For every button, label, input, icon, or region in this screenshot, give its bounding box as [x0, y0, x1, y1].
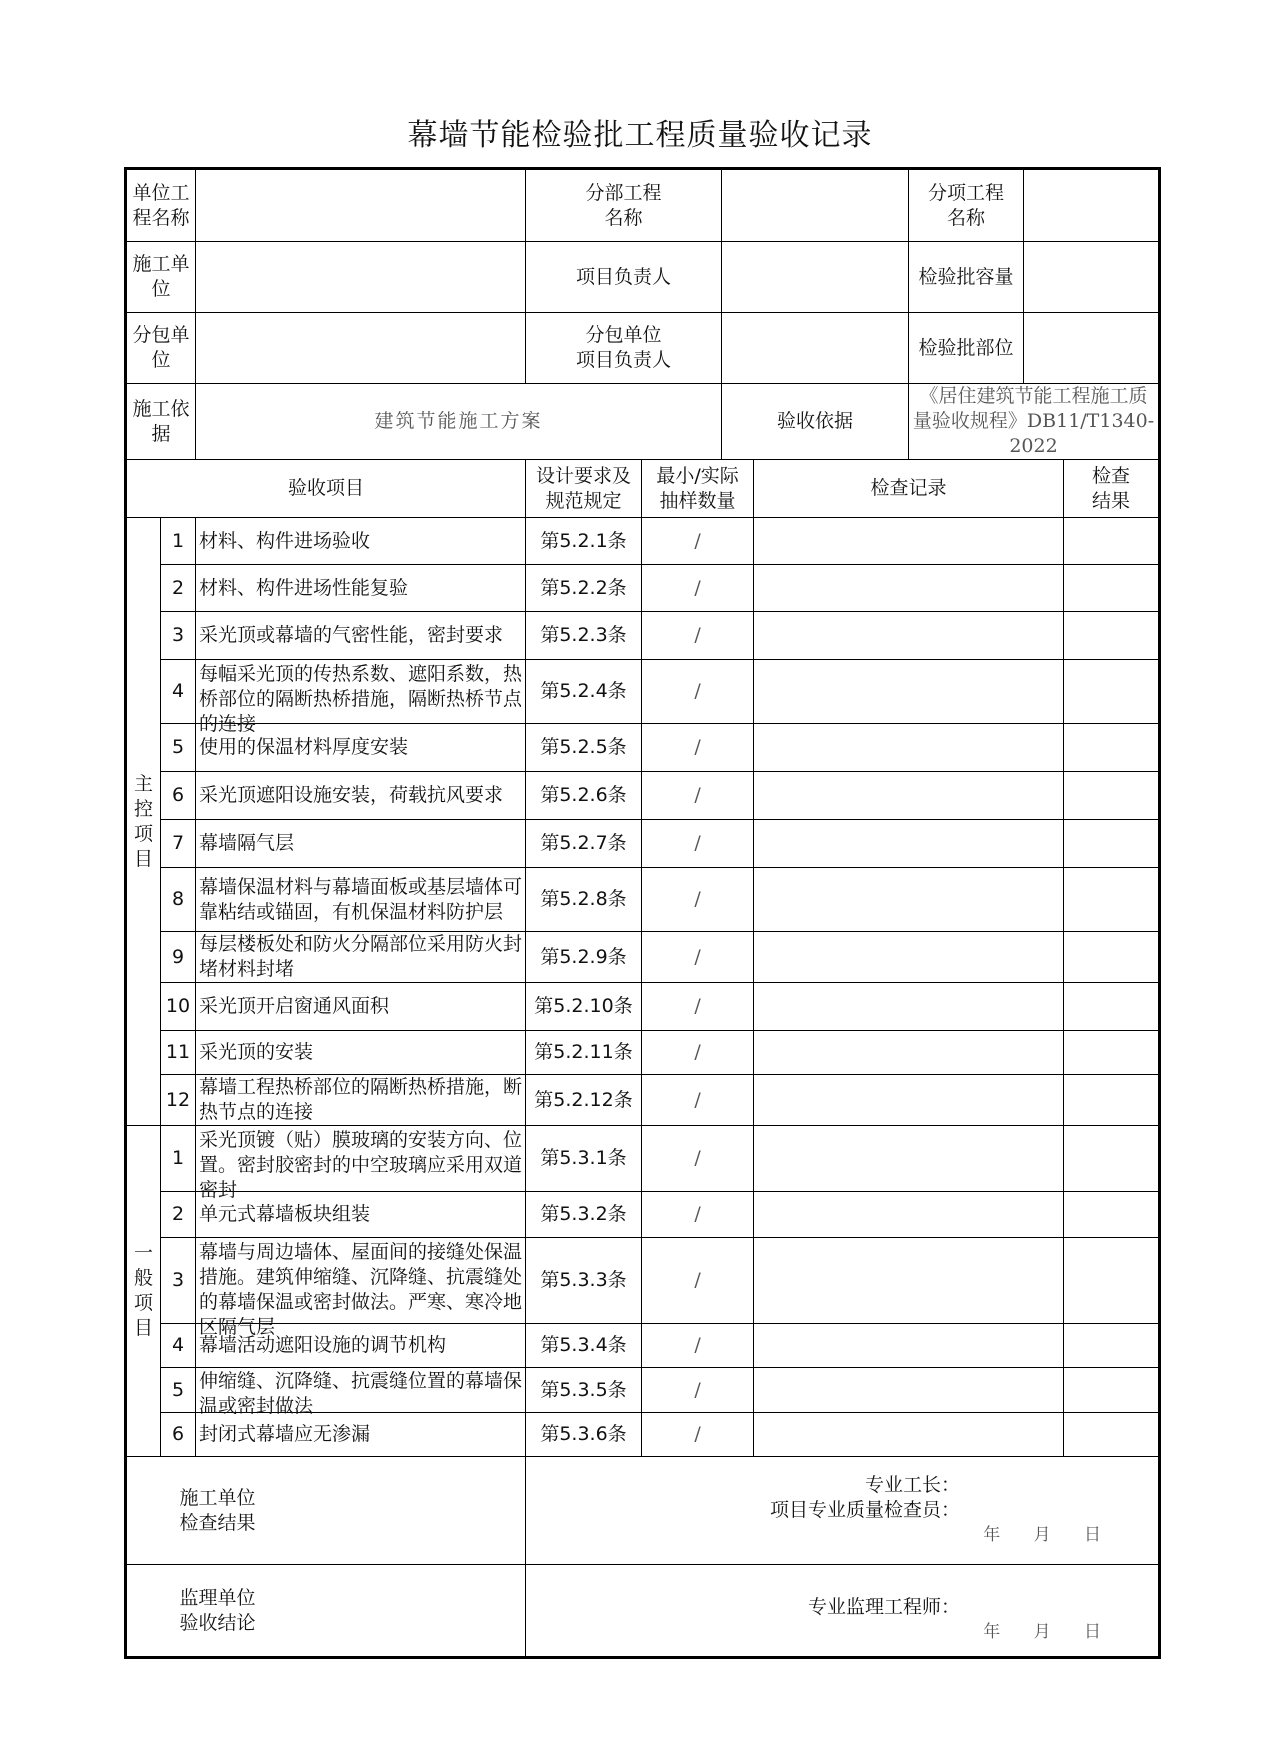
- row-clause: 第5.3.2条: [526, 1192, 642, 1238]
- row-number: 10: [161, 983, 196, 1031]
- row-number: 8: [161, 868, 196, 932]
- row-record-field[interactable]: [754, 1368, 1064, 1413]
- construction-check-field[interactable]: [526, 1457, 1160, 1565]
- row-number: 6: [161, 1413, 196, 1457]
- row-record-field[interactable]: [754, 1192, 1064, 1238]
- row-number: 12: [161, 1075, 196, 1126]
- subcontractor-field[interactable]: [196, 313, 526, 384]
- row-sampling: /: [642, 983, 754, 1031]
- table-row: [126, 983, 1160, 1031]
- col-header-requirement: 设计要求及 规范规定: [526, 460, 642, 518]
- row-sampling: /: [642, 518, 754, 565]
- row-record-field[interactable]: [754, 932, 1064, 983]
- row-number: 7: [161, 820, 196, 868]
- row-result-field[interactable]: [1064, 518, 1160, 565]
- date-2: 年 月 日: [983, 1621, 1116, 1642]
- supervision-engineer-label: 专业监理工程师：: [808, 1595, 961, 1618]
- row-clause: 第5.3.1条: [526, 1126, 642, 1192]
- row-number: 2: [161, 1192, 196, 1238]
- unit-project-name-field[interactable]: [196, 169, 526, 242]
- table-row: [126, 565, 1160, 612]
- row-item: 单元式幕墙板块组装: [196, 1192, 526, 1238]
- row-clause: 第5.2.4条: [526, 660, 642, 724]
- row-record-field[interactable]: [754, 1075, 1064, 1126]
- row-sampling: /: [642, 932, 754, 983]
- row-record-field[interactable]: [754, 820, 1064, 868]
- row-result-field[interactable]: [1064, 1126, 1160, 1192]
- construction-unit-label: 施工单位: [126, 242, 196, 313]
- row-result-field[interactable]: [1064, 1031, 1160, 1075]
- row-clause: 第5.2.3条: [526, 612, 642, 660]
- row-sampling: /: [642, 772, 754, 820]
- table-row: [126, 868, 1160, 932]
- row-item: 采光顶镀（贴）膜玻璃的安装方向、位置。密封胶密封的中空玻璃应采用双道密封: [199, 1128, 523, 1201]
- row-clause: 第5.2.6条: [526, 772, 642, 820]
- supervision-field[interactable]: [526, 1565, 1160, 1658]
- row-item: 使用的保温材料厚度安装: [196, 724, 526, 772]
- row-clause: 第5.3.6条: [526, 1413, 642, 1457]
- row-clause: 第5.2.1条: [526, 518, 642, 565]
- row-number: 5: [161, 1368, 196, 1413]
- table-row: [126, 612, 1160, 660]
- row-clause: 第5.2.11条: [526, 1031, 642, 1075]
- row-number: 9: [161, 932, 196, 983]
- row-item: 幕墙与周边墙体、屋面间的接缝处保温措施。建筑伸缩缝、沉降缝、抗震缝处的幕墙保温或密封做法。严寒、寒冷地区隔气层: [199, 1240, 523, 1338]
- row-sampling: /: [642, 1126, 754, 1192]
- row-clause: 第5.2.9条: [526, 932, 642, 983]
- row-clause: 第5.3.4条: [526, 1324, 642, 1368]
- row-number: 5: [161, 724, 196, 772]
- row-result-field[interactable]: [1064, 983, 1160, 1031]
- row-result-field[interactable]: [1064, 1238, 1160, 1324]
- row-result-field[interactable]: [1064, 1324, 1160, 1368]
- subcontractor-manager-label: 分包单位 项目负责人: [526, 313, 722, 384]
- row-sampling: /: [642, 565, 754, 612]
- construction-unit-field[interactable]: [196, 242, 526, 313]
- row-sampling: /: [642, 820, 754, 868]
- table-row: [126, 1324, 1160, 1368]
- row-result-field[interactable]: [1064, 612, 1160, 660]
- row-item: 采光顶或幕墙的气密性能，密封要求: [196, 612, 526, 660]
- foreman-label: 专业工长：: [865, 1474, 961, 1496]
- item-project-name-label: 分项工程 名称: [909, 169, 1024, 242]
- row-result-field[interactable]: [1064, 1192, 1160, 1238]
- row-record-field[interactable]: [754, 660, 1064, 724]
- row-record-field[interactable]: [754, 518, 1064, 565]
- row-result-field[interactable]: [1064, 932, 1160, 983]
- row-clause: 第5.2.2条: [526, 565, 642, 612]
- row-clause: 第5.2.5条: [526, 724, 642, 772]
- sub-project-name-field[interactable]: [722, 169, 909, 242]
- table-row: [126, 1238, 1160, 1324]
- row-sampling: /: [642, 1192, 754, 1238]
- row-result-field[interactable]: [1064, 724, 1160, 772]
- row-sampling: /: [642, 1238, 754, 1324]
- row-item: 每层楼板处和防火分隔部位采用防火封堵材料封堵: [196, 932, 526, 983]
- row-item: 幕墙保温材料与幕墙面板或基层墙体可靠粘结或锚固，有机保温材料防护层: [199, 875, 523, 923]
- project-manager-label: 项目负责人: [526, 242, 722, 313]
- row-result-field[interactable]: [1064, 1075, 1160, 1126]
- row-record-field[interactable]: [754, 1126, 1064, 1192]
- construction-basis-label: 施工依据: [126, 384, 196, 460]
- row-number: 6: [161, 772, 196, 820]
- row-clause: 第5.3.3条: [526, 1238, 642, 1324]
- construction-check-label: 施工单位 检查结果: [126, 1457, 526, 1565]
- table-row: [126, 724, 1160, 772]
- row-result-field[interactable]: [1064, 868, 1160, 932]
- table-row: [126, 820, 1160, 868]
- sub-project-name-label: 分部工程 名称: [526, 169, 722, 242]
- row-record-field[interactable]: [754, 612, 1064, 660]
- row-clause: 第5.2.12条: [526, 1075, 642, 1126]
- row-number: 4: [161, 1324, 196, 1368]
- batch-capacity-label: 检验批容量: [909, 242, 1024, 313]
- row-sampling: /: [642, 1031, 754, 1075]
- row-item: 幕墙隔气层: [196, 820, 526, 868]
- row-number: 11: [161, 1031, 196, 1075]
- row-clause: 第5.2.8条: [526, 868, 642, 932]
- col-header-record: 检查记录: [754, 460, 1064, 518]
- row-number: 4: [161, 660, 196, 724]
- row-result-field[interactable]: [1064, 1368, 1160, 1413]
- row-number: 1: [161, 1126, 196, 1192]
- general-category: 一 般 项 目: [126, 1126, 161, 1457]
- table-row: [126, 1368, 1160, 1413]
- row-record-field[interactable]: [754, 772, 1064, 820]
- row-record-field[interactable]: [754, 983, 1064, 1031]
- supervision-label: 监理单位 验收结论: [126, 1565, 526, 1658]
- row-item: 封闭式幕墙应无渗漏: [196, 1413, 526, 1457]
- row-item: 每幅采光顶的传热系数、遮阳系数，热桥部位的隔断热桥措施，隔断热桥节点的连接: [199, 662, 523, 735]
- row-number: 3: [161, 1238, 196, 1324]
- row-clause: 第5.2.7条: [526, 820, 642, 868]
- row-item: 幕墙工程热桥部位的隔断热桥措施，断热节点的连接: [196, 1075, 526, 1126]
- table-row: [126, 518, 1160, 565]
- construction-basis-value: 建筑节能施工方案: [196, 384, 722, 460]
- row-result-field[interactable]: [1064, 565, 1160, 612]
- row-record-field[interactable]: [754, 565, 1064, 612]
- batch-location-label: 检验批部位: [909, 313, 1024, 384]
- col-header-sampling: 最小/实际 抽样数量: [642, 460, 754, 518]
- unit-project-name-label: 单位工程名称: [126, 169, 196, 242]
- row-item: 材料、构件进场验收: [196, 518, 526, 565]
- row-item: 幕墙活动遮阳设施的调节机构: [196, 1324, 526, 1368]
- subcontractor-label: 分包单位: [126, 313, 196, 384]
- table-row: [126, 660, 1160, 724]
- row-item: 伸缩缝、沉降缝、抗震缝位置的幕墙保温或密封做法: [199, 1370, 523, 1417]
- row-number: 2: [161, 565, 196, 612]
- row-record-field[interactable]: [754, 1324, 1064, 1368]
- table-row: [126, 772, 1160, 820]
- col-header-result: 检查 结果: [1064, 460, 1160, 518]
- row-clause: 第5.3.5条: [526, 1368, 642, 1413]
- row-sampling: /: [642, 660, 754, 724]
- project-manager-field[interactable]: [722, 242, 909, 313]
- row-result-field[interactable]: [1064, 820, 1160, 868]
- row-record-field[interactable]: [754, 1238, 1064, 1324]
- subcontractor-manager-field[interactable]: [722, 313, 909, 384]
- row-record-field[interactable]: [754, 1031, 1064, 1075]
- acceptance-basis-value: 《居住建筑节能工程施工质量验收规程》DB11/T1340-2022: [909, 384, 1160, 460]
- main-control-category: 主 控 项 目: [126, 518, 161, 1126]
- row-item: 采光顶的安装: [196, 1031, 526, 1075]
- row-result-field[interactable]: [1064, 1413, 1160, 1457]
- row-record-field[interactable]: [754, 868, 1064, 932]
- row-sampling: /: [642, 1413, 754, 1457]
- row-sampling: /: [642, 724, 754, 772]
- table-row: [126, 1192, 1160, 1238]
- row-result-field[interactable]: [1064, 772, 1160, 820]
- batch-capacity-field[interactable]: [1024, 242, 1160, 313]
- row-item: 材料、构件进场性能复验: [196, 565, 526, 612]
- quality-inspector-label: 项目专业质量检查员：: [770, 1499, 961, 1521]
- row-number: 3: [161, 612, 196, 660]
- row-sampling: /: [642, 1075, 754, 1126]
- row-sampling: /: [642, 868, 754, 932]
- row-record-field[interactable]: [754, 1413, 1064, 1457]
- row-record-field[interactable]: [754, 724, 1064, 772]
- table-row: [126, 932, 1160, 983]
- date-1: 年 月 日: [983, 1525, 1116, 1545]
- page-title: 幕墙节能检验批工程质量验收记录: [407, 118, 873, 153]
- table-row: [126, 1126, 1160, 1192]
- row-result-field[interactable]: [1064, 660, 1160, 724]
- acceptance-record-table: [124, 167, 1161, 1659]
- table-row: [126, 1075, 1160, 1126]
- row-sampling: /: [642, 1368, 754, 1413]
- table-row: [126, 1413, 1160, 1457]
- row-sampling: /: [642, 612, 754, 660]
- table-row: [126, 1031, 1160, 1075]
- row-number: 1: [161, 518, 196, 565]
- acceptance-basis-label: 验收依据: [722, 384, 909, 460]
- batch-location-field[interactable]: [1024, 313, 1160, 384]
- item-project-name-field[interactable]: [1024, 169, 1160, 242]
- col-header-item: 验收项目: [126, 460, 526, 518]
- row-item: 采光顶开启窗通风面积: [196, 983, 526, 1031]
- row-clause: 第5.2.10条: [526, 983, 642, 1031]
- row-sampling: /: [642, 1324, 754, 1368]
- row-item: 采光顶遮阳设施安装，荷载抗风要求: [196, 772, 526, 820]
